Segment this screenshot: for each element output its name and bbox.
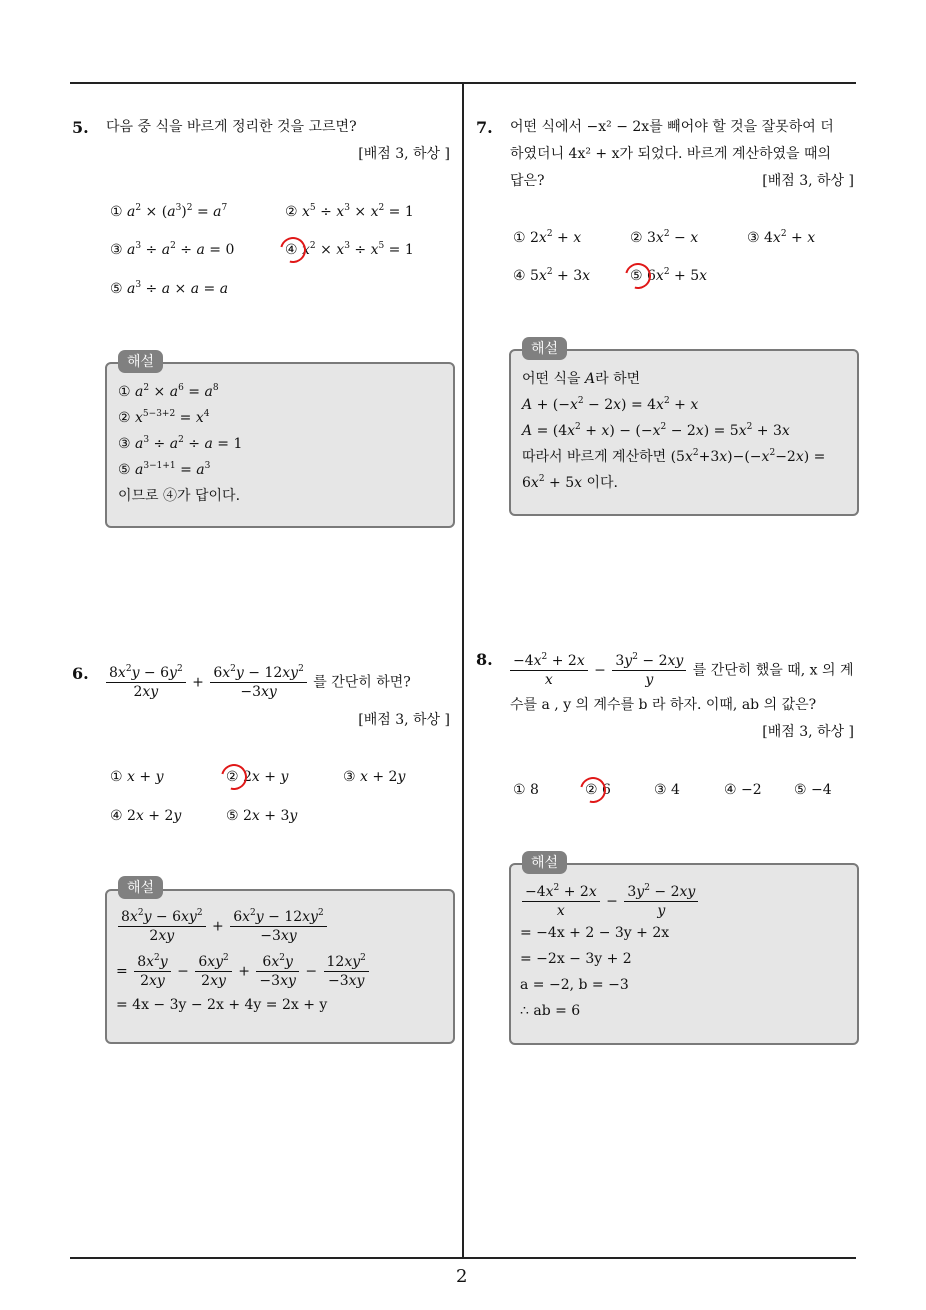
q7-solution: 어떤 식을 A라 하면 $A + (-x^2 - 2x) = 4x^2 + x$ $A = (4x^2 + x) - (-x^2 - 2x) = 5x^2 + 3x$ 따라서 바르게 계산하면 $(5x^2+3x)-(-x^2-2x)$ = $6x^2 + 5x$ 이다.: [522, 371, 826, 491]
q6-choice-1[interactable]: ① x + y: [110, 769, 164, 785]
q8-question: $\frac{-4x^2 + 2x}{x}$ − $\frac{3y^2 - 2xy}{y}$ 를 간단히 했을 때, x 의 계: [508, 652, 854, 689]
q8-number: 8.: [476, 650, 493, 669]
q8-fraction-2: $\frac{3y^2 - 2xy}{y}$: [612, 652, 686, 689]
answer-mark-icon: [275, 232, 311, 268]
page-number: 2: [456, 1266, 468, 1287]
q8-choice-2[interactable]: ② 6: [585, 782, 611, 798]
q6-fraction-1: $\frac{8x^2y - 6y^2}{2xy}$: [106, 664, 186, 701]
q5-solution: ① $a^2 \times a^6 = a^8$ ② $x^{5-3+2} = x^4$ ③ $a^3 \div a^2 \div a = 1$ ⑤ $a^{3-1+1} = a^3$ 이므로 ④가 답이다.: [118, 383, 243, 504]
q8-choice-4[interactable]: ④ −2: [724, 782, 762, 798]
q6-choice-5[interactable]: ⑤ 2x + 3y: [226, 808, 298, 824]
column-divider: [462, 82, 464, 1258]
q7-choice-2[interactable]: ② $3x^2 - x$: [630, 229, 699, 246]
q5-solution-tag: 해설: [118, 350, 163, 373]
q8-meta: [배점 3, 하상 ]: [762, 724, 854, 740]
answer-mark-icon: [216, 759, 252, 795]
q7-choice-1[interactable]: ① $2x^2 + x$: [513, 229, 582, 246]
q5-choice-2[interactable]: ② $x^5 \div x^3 \times x^2 = 1$: [285, 203, 414, 220]
q7-choice-4[interactable]: ④ $5x^2 + 3x$: [513, 267, 591, 284]
q6-question: $\frac{8x^2y - 6y^2}{2xy}$ + $\frac{6x^2y - 12xy^2}{-3xy}$ 를 간단히 하면?: [104, 664, 411, 701]
q5-meta: [배점 3, 하상 ]: [358, 146, 450, 162]
q8-choice-1[interactable]: ① 8: [513, 782, 539, 798]
q5-number: 5.: [72, 118, 89, 137]
q5-choice-1[interactable]: ① $a^2 \times (a^3)^2 = a^7$: [110, 203, 228, 220]
q7-question: 어떤 식에서 −x² − 2x를 빼어야 할 것을 잘못하여 더 하였더니 4x² + x가 되었다. 바르게 계산하였을 때의 답은?: [510, 119, 834, 189]
q5-choice-3[interactable]: ③ $a^3 \div a^2 \div a = 0$: [110, 241, 235, 258]
answer-mark-icon: [575, 772, 611, 808]
q6-solution: $\frac{8x^2y - 6xy^2}{2xy}$ + $\frac{6x^2y - 12xy^2}{-3xy}$ = $\frac{8x^2y}{2xy}$ − $\frac{6xy^2}{2xy}$ + $\frac{6x^2y}{-3xy}$ − $\frac{12xy^2}{-3xy}$ = 4x − 3y − 2x + 4y = 2x + y: [116, 908, 371, 1014]
q6-fraction-2: $\frac{6x^2y - 12xy^2}{-3xy}$: [210, 664, 306, 701]
q7-choice-5[interactable]: ⑤ $6x^2 + 5x$: [630, 268, 707, 284]
q8-question-line2: 수를 a , y 의 계수를 b 라 하자. 이때, ab 의 값은?: [510, 697, 817, 713]
q8-fraction-1: $\frac{-4x^2 + 2x}{x}$: [510, 652, 588, 689]
q6-choice-2[interactable]: ② 2x + y: [226, 769, 288, 785]
q6-choice-3[interactable]: ③ x + 2y: [343, 769, 406, 785]
q6-meta: [배점 3, 하상 ]: [358, 712, 450, 728]
q7-choice-3[interactable]: ③ $4x^2 + x$: [747, 229, 816, 246]
q7-meta: [배점 3, 하상 ]: [762, 173, 854, 189]
q7-solution-tag: 해설: [522, 337, 567, 360]
q5-question: 다음 중 식을 바르게 정리한 것을 고르면?: [106, 119, 357, 135]
q8-solution: $\frac{-4x^2 + 2x}{x}$ − $\frac{3y^2 - 2xy}{y}$ = −4x + 2 − 3y + 2x = −2x − 3y + 2 a = −2, b = −3 ∴ ab = 6: [520, 883, 700, 1024]
q6-choice-4[interactable]: ④ 2x + 2y: [110, 808, 182, 824]
q5-choice-4[interactable]: ④ $x^2 \times x^3 \div x^5 = 1$: [285, 242, 414, 258]
q5-choice-5[interactable]: ⑤ $a^3 \div a \times a = a$: [110, 280, 229, 297]
q6-number: 6.: [72, 664, 89, 683]
q8-choice-3[interactable]: ③ 4: [654, 782, 680, 798]
q7-number: 7.: [476, 118, 493, 137]
bottom-rule: [70, 1257, 856, 1259]
q8-solution-tag: 해설: [522, 851, 567, 874]
q8-choice-5[interactable]: ⑤ −4: [794, 782, 832, 798]
q6-solution-tag: 해설: [118, 876, 163, 899]
answer-mark-icon: [620, 258, 656, 294]
